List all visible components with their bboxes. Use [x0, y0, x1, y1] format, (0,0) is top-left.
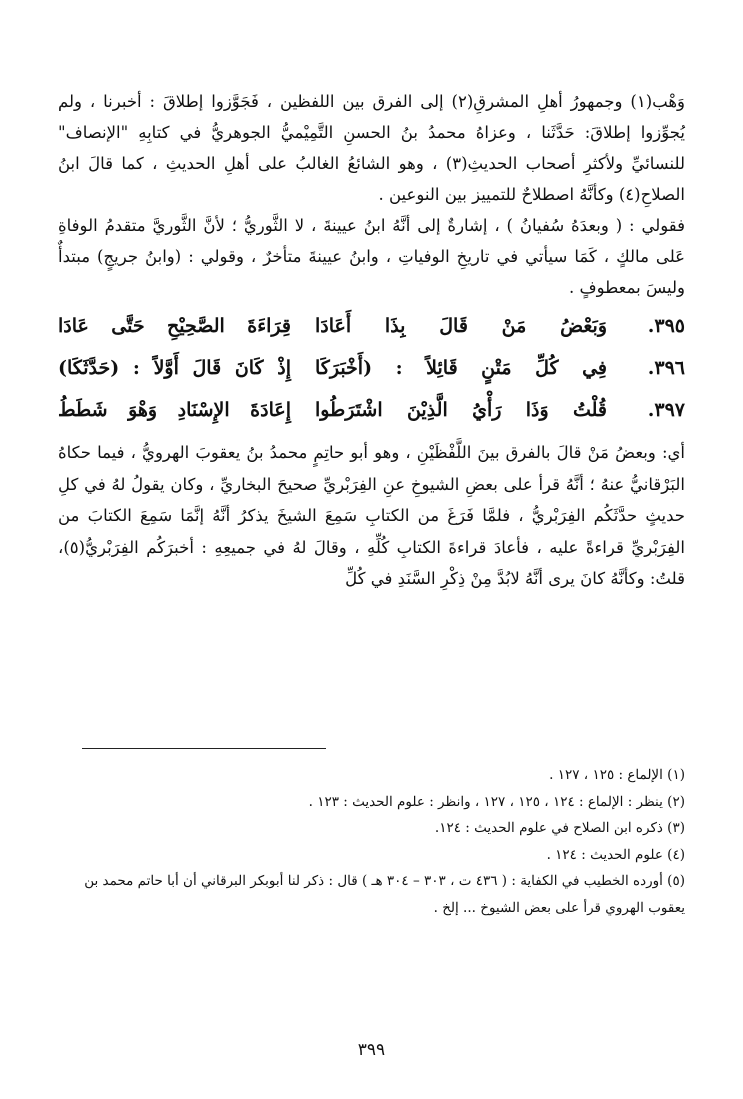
- verse-line: [58, 305, 685, 347]
- footnote: (٤) علوم الحديث : ١٢٤ .: [546, 846, 685, 863]
- verse-number: ٣٩٧.: [647, 399, 685, 421]
- verse-first-hemistich: وَبَعْضُ مَنْ قَالَ بِذَا أَعَادَا: [315, 315, 607, 337]
- main-text-top: [58, 86, 685, 303]
- footnote: (٣) ذكره ابن الصلاح في علوم الحديث : ١٢٤.: [434, 820, 685, 836]
- verse-line: [58, 389, 685, 431]
- verse-line: [58, 347, 685, 389]
- verse-second-hemistich: قِرَاءَةَ الصَّحِيْحِ حَتَّى عَادَا: [58, 315, 291, 337]
- verse-first-hemistich: قُلْتُ وَذَا رَأْيُ الَّذِيْنَ اشْتَرَطُوا: [315, 399, 607, 421]
- verse-first-hemistich: فِي كُلِّ مَتْنٍ قَائِلاً : (أَخْبَرَكَا: [315, 357, 607, 379]
- footnotes: [58, 762, 685, 921]
- footnote: (١) الإلماع : ١٢٥ ، ١٢٧ .: [549, 767, 685, 783]
- verse-block: [58, 305, 685, 431]
- footnote-separator: [82, 748, 326, 749]
- verse-second-hemistich: إِعَادَةَ الإِسْنَادِ وَهْوَ شَطَطُ: [58, 399, 291, 421]
- paragraph-3: أي: وبعضُ مَنْ قالَ بالفرق بينَ اللَّفْظَيْنِ ، وهو أبو حاتِمٍ محمدُ بنُ يعقوبَ الهرويُّ ، فيما حكاهُ البَرْقانيُّ عنهُ ؛ أنَّهُ قرأ على بعضِ الشيوخِ عنِ الفِرَبْريِّ صحيحَ البخاريِّ ، وكان يقولُ لهُ في كلِ حديثٍ حدَّثَكُم الفِرَبْريُّ ، فلمَّا فَرَغَ من الكتابِ سَمِعَ الشيخَ يذكرُ أنَّهُ إنَّمَا سَمِعَ الكتابَ من الفِرَبْريِّ قراءةً عليه ، فأعادَ قراءةَ الكتابِ كُلِّهِ ، وقالَ لهُ في جميعِهِ : أخبرَكُم الفِرَبْريُّ(٥)، قلتُ: وكأنَّهُ كانَ يرى أنَّهُ لابُدَّ مِنْ ذِكْرِ السَّنَدِ في كُلِّ: [58, 443, 685, 588]
- paragraph-1: وَهْب(١) وجمهورُ أهلِ المشرقِ(٢) إلى الفرق بين اللفظين ، فَجَوَّزوا إطلاقَ : أخبرنا ، ولم يُجوِّزوا إطلاقَ: حَدَّثَنا ، وعزاهُ محمدُ بنُ الحسنِ التَّمِيْميُّ الجوهريُّ في كتابِهِ "الإنصاف" للنسائيِّ ولأكثرِ أصحاب الحديثِ(٣) ، وهو الشائعُ الغالبُ على أهلِ الحديثِ ، كما قالَ ابنُ الصلاحِ(٤) وكأنَّهُ اصطلاحٌ للتمييز بين النوعين .: [58, 92, 685, 204]
- verse-second-hemistich: إِذْ كَانَ قَالَ أَوَّلاً : (حَدَّثَكَا): [58, 357, 291, 379]
- verse-number: ٣٩٥.: [647, 315, 685, 337]
- verse-number: ٣٩٦.: [647, 357, 685, 379]
- main-text-bottom: [58, 437, 685, 595]
- page-number: ٣٩٩: [357, 1040, 386, 1060]
- paragraph-2: فقولي : ( وبعدَهُ سُفيانُ ) ، إشارةٌ إلى أنَّهُ ابنُ عيينةَ ، لا الثَّوريُّ ؛ لأنَّ الثَّوريَّ متقدمُ الوفاةِ عَلى مالكٍ ، كَمَا سيأتي في تاريخِ الوفياتِ ، وابنُ عيينةَ متأخرٌ ، وقولي : (وابنُ جريجٍ) مبتدأٌ وليسَ بمعطوفٍ .: [58, 216, 685, 297]
- footnote: (٥) أورده الخطيب في الكفاية : ( ٤٣٦ ت ، ٣٠٣ – ٣٠٤ هـ ) قال : ذكر لنا أبوبكر البرقاني أن أبا حاتم محمد بن يعقوب الهروي قرأ على بعض الشيوخ ... إلخ .: [84, 873, 685, 916]
- footnote: (٢) ينظر : الإلماع : ١٢٤ ، ١٢٥ ، ١٢٧ ، وانظر : علوم الحديث : ١٢٣ .: [308, 793, 685, 810]
